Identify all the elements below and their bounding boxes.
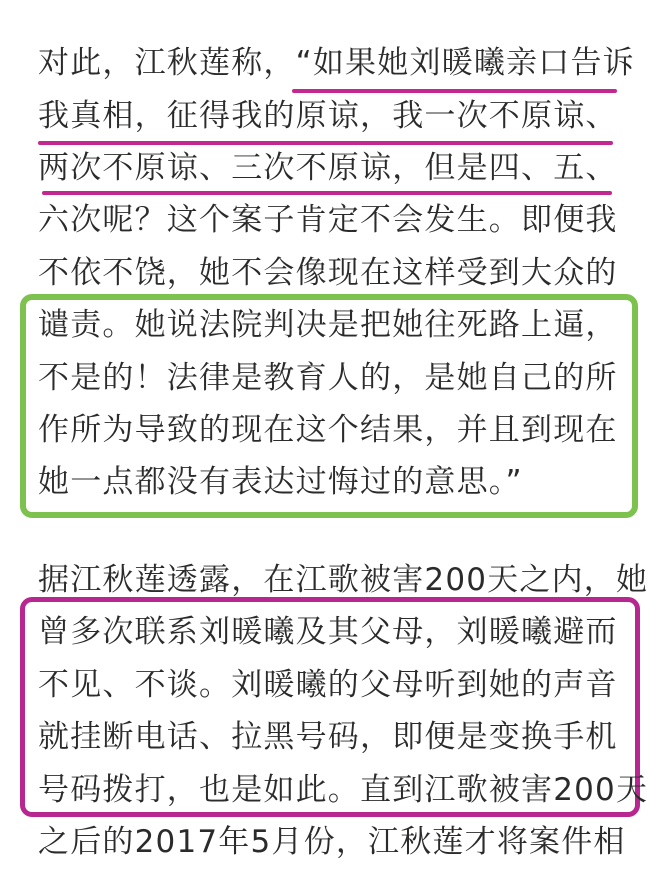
text-line: 我真相，征得我的原谅，我一次不原谅、 — [38, 98, 618, 134]
text-line: 据江秋莲透露，在江歌被害200天之内，她 — [38, 562, 649, 598]
text-line: 不依不饶，她不会像现在这样受到大众的 — [38, 255, 618, 291]
text-line: 曾多次联系刘暖曦及其父母，刘暖曦避而 — [38, 614, 618, 650]
text-line: 谴责。她说法院判决是把她往死路上逼， — [38, 307, 618, 343]
highlight-underline-2 — [38, 141, 613, 145]
highlight-underline-1 — [292, 89, 617, 93]
text-line: 不见、不谈。刘暖曦的父母听到她的声音 — [38, 667, 618, 703]
text-line: 不是的！法律是教育人的，是她自己的所 — [38, 360, 618, 396]
text-line: 对此，江秋莲称，“如果她刘暖曦亲口告诉 — [38, 45, 635, 81]
text-line: 之后的2017年5月份，江秋莲才将案件相 — [38, 824, 626, 860]
text-line: 号码拨打，也是如此。直到江歌被害200天 — [38, 772, 649, 808]
text-line: 两次不原谅、三次不原谅，但是四、五、 — [38, 150, 618, 186]
text-line: 六次呢？这个案子肯定不会发生。即便我 — [38, 202, 618, 238]
text-line: 作所为导致的现在这个结果，并且到现在 — [38, 412, 618, 448]
text-line: 她一点都没有表达过悔过的意思。” — [38, 464, 523, 500]
text-line: 就挂断电话、拉黑号码，即便是变换手机 — [38, 719, 618, 755]
highlight-underline-3 — [42, 191, 612, 195]
